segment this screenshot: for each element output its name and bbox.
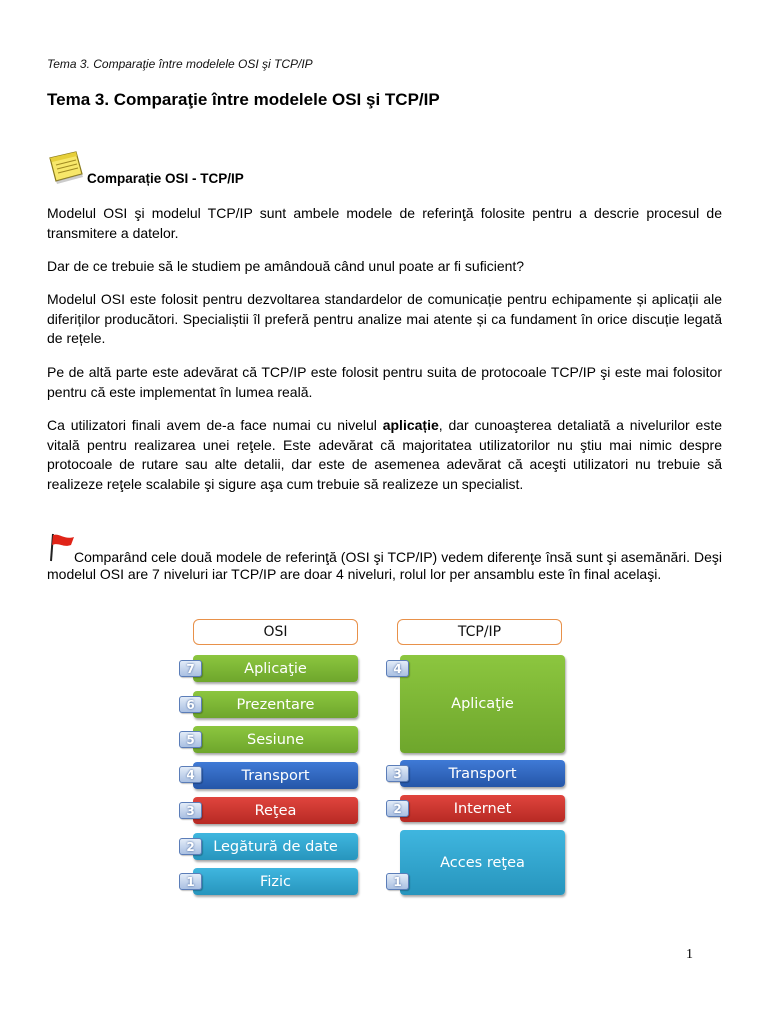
osi-layer-4-label: Transport [241,767,310,784]
paragraph-5-part-1: Ca utilizatori finali avem de-a face numai cu nivelul [47,417,383,433]
osi-layer-5-number: 5 [179,731,202,748]
osi-layer-3-label: Reţea [254,802,297,819]
osi-layer-1-label: Fizic [260,873,291,890]
tcpip-layer-2-number: 2 [386,800,409,817]
tcpip-layer-3 [400,760,565,787]
osi-header: OSI [193,619,358,645]
tcpip-header: TCP/IP [397,619,562,645]
document-title: Tema 3. Comparaţie între modelele OSI şi TCP/IP [47,90,440,109]
page-number: 1 [686,947,693,962]
osi-layer-6 [193,691,358,718]
osi-layer-3-number: 3 [179,802,202,819]
section-title: Comparație OSI - TCP/IP [87,171,244,186]
osi-layer-5-label: Sesiune [246,731,304,748]
tcpip-layer-4-number: 4 [386,660,409,677]
osi-layer-2 [193,833,358,860]
osi-layer-7-label: Aplicaţie [244,660,307,677]
tcpip-layer-2 [400,795,565,822]
osi-layer-7 [193,655,358,682]
running-header: Tema 3. Comparaţie între modelele OSI şi TCP/IP [47,57,313,71]
osi-layer-2-label: Legătură de date [213,838,338,855]
osi-layer-6-number: 6 [179,696,202,713]
paragraph-4: Pe de altă parte este adevărat că TCP/IP este folosit pentru suita de protocoale TCP/IP şi este mai folositor pentru că este implementat în lumea reală. [47,364,722,400]
osi-layer-4-number: 4 [179,766,202,783]
paragraph-3: Modelul OSI este folosit pentru dezvoltarea standardelor de comunicație pentru echipamente și aplicații ale diferiților producători. Specialiștii îl preferă pentru analize mai atente și ca fundament în orice discuție legată de rețele. [47,291,722,347]
osi-layer-1-number: 1 [179,873,202,890]
osi-layer-1 [193,868,358,895]
paragraph-2: Dar de ce trebuie să le studiem pe amândouă când unul poate ar fi suficient? [47,258,525,274]
emphasis-aplicatie: aplicație [382,417,439,433]
tcpip-layer-1 [400,830,565,895]
paragraph-6: Comparând cele două modele de referinţă (OSI şi TCP/IP) vedem diferenţe însă sunt şi asemănări. Deşi modelul OSI are 7 niveluri iar TCP/IP are doar 4 niveluri, rolul lor per ansamblu este în final acelaşi. [47,549,722,583]
osi-layer-7-number: 7 [179,660,202,677]
tcpip-layer-1-label: Acces reţea [440,854,525,871]
paragraph-5-part-2: , dar cunoaşterea detaliată a nivelurilor este vitală pentru realizarea unei reţele. Este adevărat că majoritatea utilizatorilor nu ştiu mai nimic despre protocoale de rutare sau alte detalii, dar este de asemenea adevărat că aceşti utilizatori nu trebuie să realizeze reţele scalabile şi sigure aşa cum trebuie să realizeze un specialist. [47,417,722,492]
tcpip-layer-4-label: Aplicaţie [451,696,514,712]
paragraph-5 [47,416,722,494]
tcpip-layer-4 [400,655,565,753]
tcpip-layer-2-label: Internet [453,800,512,817]
osi-layer-5 [193,726,358,753]
tcpip-layer-3-label: Transport [448,765,517,782]
osi-layer-3 [193,797,358,824]
osi-layer-2-number: 2 [179,838,202,855]
paragraph-1: Modelul OSI şi modelul TCP/IP sunt ambele modele de referinţă folosite pentru a descrie procesul de transmitere a datelor. [47,205,722,241]
sticky-note-icon [46,150,86,184]
osi-layer-4 [193,762,358,789]
tcpip-layer-1-number: 1 [386,873,409,890]
tcpip-layer-3-number: 3 [386,765,409,782]
osi-layer-6-label: Prezentare [236,696,315,713]
